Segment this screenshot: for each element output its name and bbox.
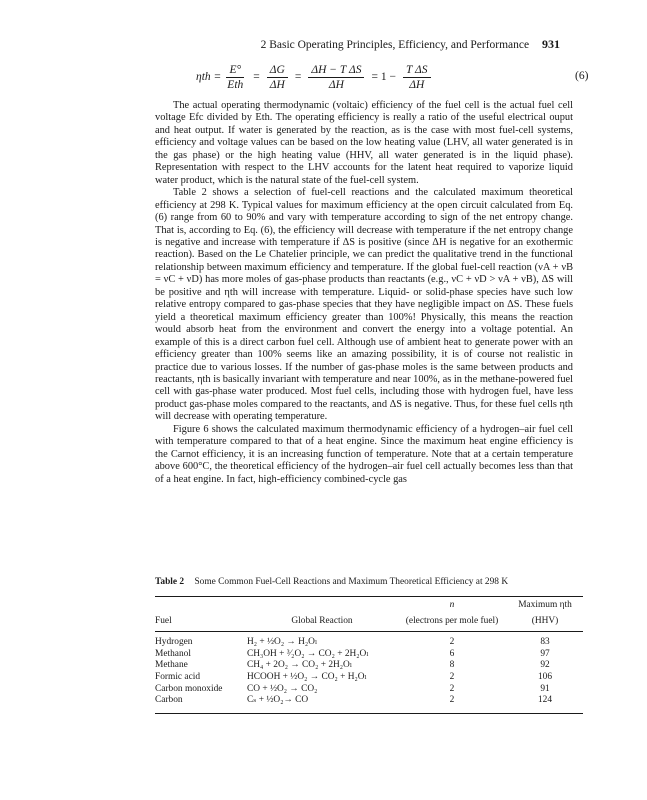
cell-reaction: H₂ + ½O₂ → H₂Oₗ	[247, 637, 318, 648]
cell-reaction: Cₛ + ½O₂→ CO	[247, 695, 397, 713]
equation-lhs: ηth =	[196, 71, 222, 83]
cell-reaction: CH₃OH + ³⁄₂O₂ → CO₂ + 2H₂Oₗ	[247, 648, 369, 659]
cell-reaction: CH₄ + 2O₂ → CO₂ + 2H₂Oₗ	[247, 660, 353, 671]
fraction-numerator: E°	[226, 63, 244, 78]
column-header-n: n	[397, 597, 507, 614]
cell-efficiency: 83	[540, 637, 550, 648]
cell-fuel: Carbon	[155, 695, 247, 713]
cell-efficiency: 124	[507, 695, 583, 713]
cell-reaction: HCOOH + ½O₂ → CO₂ + H₂Oₗ	[247, 671, 367, 682]
fraction-numerator: ΔH − T ΔS	[308, 63, 364, 78]
fraction-gibbs	[267, 63, 288, 92]
cell-fuel: Formic acid	[155, 671, 201, 682]
fraction-entropy-term	[403, 63, 431, 92]
equation-number: (6)	[575, 70, 589, 82]
cell-fuel: Hydrogen	[155, 637, 193, 648]
fraction-denominator: ΔH	[269, 78, 285, 91]
column-header-n-desc: (electrons per mole fuel)	[397, 614, 507, 632]
fraction-denominator: ΔH	[409, 78, 425, 91]
cell-reaction: CO + ½O₂ → CO₂	[247, 683, 318, 694]
body-text	[155, 100, 573, 486]
efficiency-equation	[196, 60, 434, 94]
cell-n: 2	[449, 637, 455, 648]
fraction-denominator: ΔH	[328, 78, 344, 91]
running-title: 2 Basic Operating Principles, Efficiency, and Performance	[260, 39, 530, 51]
paragraph: The actual operating thermodynamic (voltaic) efficiency of the fuel cell is the actual fuel cell voltage Efc divided by Eth. The operating efficiency is really a ratio of the useful electrical ouput and heat output. If water is generated by the reaction, as is the case with most fuel-cell systems, efficiency and voltage values can be based on the low heating value (LHV, all water generated is in the gas phase) or the high heating value (HHV, all water generated is in the liquid phase). Representation with respect to the LHV accounts for the latent heat required to vaporize liquid water product, which is the natural state of the fuel-cell system.	[155, 100, 573, 186]
column-header-reaction: Global Reaction	[247, 614, 397, 632]
column-header-efficiency: Maximum ηth	[507, 597, 583, 614]
table-row	[155, 660, 583, 672]
fraction-voltage	[224, 63, 246, 92]
column-header-efficiency-basis: (HHV)	[507, 614, 583, 632]
cell-n: 6	[449, 648, 455, 659]
equation-operator: =	[294, 71, 302, 83]
column-header-fuel: Fuel	[155, 614, 247, 632]
table-title: Some Common Fuel-Cell Reactions and Maximum Theoretical Efficiency at 298 K	[194, 577, 509, 587]
paragraph: Table 2 shows a selection of fuel-cell reactions and the calculated maximum theoretical efficiency at 298 K. Typical values for maximum efficiency at the open circuit calculated from Eq. (6) range from 60 to 90% and vary with temperature according to sign of the net entropy change. That is, according to Eq. (6), the efficiency will decrease with temperature if the net entropy change is negative and increase with temperature if ΔS is positive (since ΔH is negative for an exothermic reaction). Based on the Le Chatelier principle, we can predict the qualitative trend in the functional relationship between maximum efficiency and temperature. If the global fuel-cell reaction (νA + νB = νC + νD) has more moles of gas-phase products than reactants (e.g., νC + νD > νA + νB), ΔS will be positive and ηth will increase with temperature. Liquid- or solid-phase species have such low relative entropy compared to gas-phase species that they have negligible impact on ΔS. These fuels yield a theoretical maximum efficiency greater than 100%! Physically, this means the reaction would absorb heat from the environment and convert the energy into a voltage potential. An example of this is a direct carbon fuel cell. Although use of ambient heat to generate power with an efficiency greater than 100% seems like an amazing possibility, it is of course not realistic in practice due to various losses. If the number of gas-phase moles is the same between products and reactants, ηth is basically invariant with temperature and near 100%, as in the methane-powered fuel cell with gas-phase water produced. Most fuel cells, including those with hydrogen fuel, have less product gas-phase moles compared to the reactants, and ΔS is negative. Thus, for these fuel cells ηth will decrease with operating temperature.	[155, 187, 574, 423]
cell-fuel: Methane	[155, 660, 188, 671]
cell-n: 2	[397, 695, 507, 713]
fuel-cell-reactions-table	[155, 596, 583, 714]
cell-n: 2	[449, 683, 455, 694]
table-row	[155, 649, 583, 661]
cell-fuel: Carbon monoxide	[155, 683, 223, 694]
table-row	[155, 672, 583, 684]
table-row	[155, 684, 583, 696]
cell-n: 2	[449, 671, 455, 682]
equation-operator: =	[253, 71, 260, 83]
paragraph: Figure 6 shows the calculated maximum thermodynamic efficiency of a hydrogen–air fuel cell with temperature compared to that of a heat engine. Since the maximum heat engine efficiency is the Carnot efficiency, it is an increasing function of temperature. Note that at a certain temperature above 600°C, the theoretical efficiency of the hydrogen–air fuel cell actually becomes less than that of a heat engine. In fact, high-efficiency combined-cycle gas	[155, 423, 573, 485]
cell-n: 8	[449, 660, 455, 671]
fraction-enthalpy-entropy	[308, 63, 364, 92]
table-caption	[155, 577, 585, 587]
table-row	[155, 695, 583, 713]
table-row	[155, 632, 583, 649]
fraction-numerator: T ΔS	[403, 63, 431, 78]
page-number: 931	[542, 37, 560, 51]
cell-efficiency: 92	[540, 660, 550, 671]
cell-efficiency: 97	[540, 648, 550, 659]
running-header	[160, 37, 560, 52]
equation-operator: = 1 −	[371, 71, 396, 83]
cell-fuel: Methanol	[155, 648, 191, 659]
fraction-denominator: Eth	[227, 78, 244, 91]
table-label: Table 2	[155, 577, 185, 587]
cell-efficiency: 106	[537, 671, 553, 682]
fraction-numerator: ΔG	[267, 63, 288, 78]
cell-efficiency: 91	[540, 683, 550, 694]
